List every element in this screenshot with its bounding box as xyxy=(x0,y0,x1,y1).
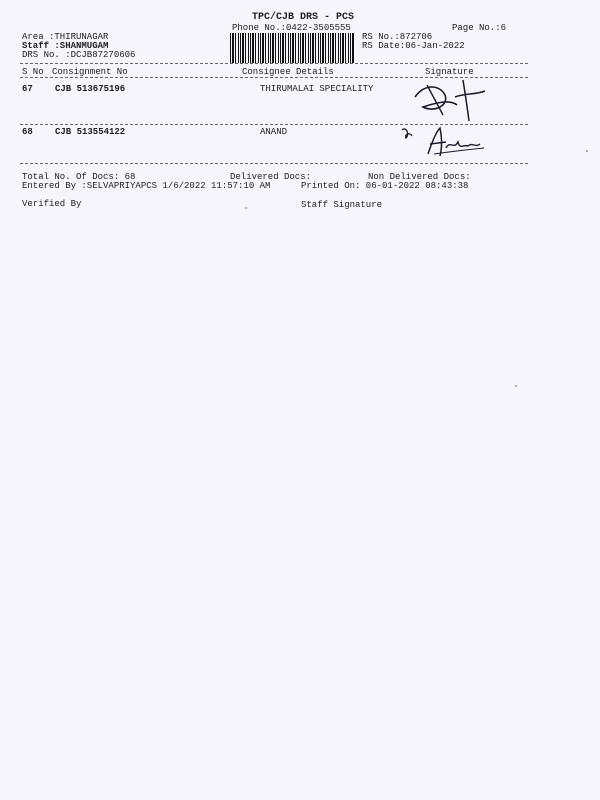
signature-scribble xyxy=(405,75,500,125)
page-number: Page No.:6 xyxy=(452,23,507,33)
scan-speck xyxy=(515,385,517,387)
drs-number: DRS No. :DCJB87270606 xyxy=(22,50,136,60)
row-consignee: THIRUMALAI SPECIALITY xyxy=(260,84,374,94)
row-sno: 68 xyxy=(22,127,33,137)
column-header-consignee: Consignee Details xyxy=(242,67,334,77)
divider-line xyxy=(20,63,528,64)
row-sno: 67 xyxy=(22,84,33,94)
scan-speck xyxy=(245,207,247,209)
report-title: TPC/CJB DRS - PCS xyxy=(252,12,355,23)
staff-label: Staff :SHANMUGAM xyxy=(22,41,109,51)
column-header-consignment: Consignment No xyxy=(52,67,128,77)
rs-number: RS No.:872706 xyxy=(362,32,433,42)
column-header-sno: S No xyxy=(22,67,44,77)
entered-by: Entered By :SELVAPRIYAPCS 1/6/2022 11:57:10 AM xyxy=(22,181,271,191)
printed-on: Printed On: 06-01-2022 08:43:38 xyxy=(301,181,469,191)
area-label: Area :THIRUNAGAR xyxy=(22,32,109,42)
total-docs: Total No. Of Docs: 68 xyxy=(22,172,136,182)
delivered-docs: Delivered Docs: xyxy=(230,172,312,182)
column-header-signature: Signature xyxy=(425,67,474,77)
non-delivered-docs: Non Delivered Docs: xyxy=(368,172,471,182)
divider-line xyxy=(20,163,528,164)
verified-by-label: Verified By xyxy=(22,199,82,209)
rs-date: RS Date:06-Jan-2022 xyxy=(362,41,465,51)
row-consignment: CJB 513675196 xyxy=(55,84,126,94)
phone-number: Phone No.:0422-3505555 xyxy=(232,23,351,33)
scan-speck xyxy=(586,150,588,152)
barcode-image xyxy=(230,33,355,63)
row-consignee: ANAND xyxy=(260,127,288,137)
signature-scribble xyxy=(398,124,490,160)
row-consignment: CJB 513554122 xyxy=(55,127,126,137)
staff-signature-label: Staff Signature xyxy=(301,200,383,210)
